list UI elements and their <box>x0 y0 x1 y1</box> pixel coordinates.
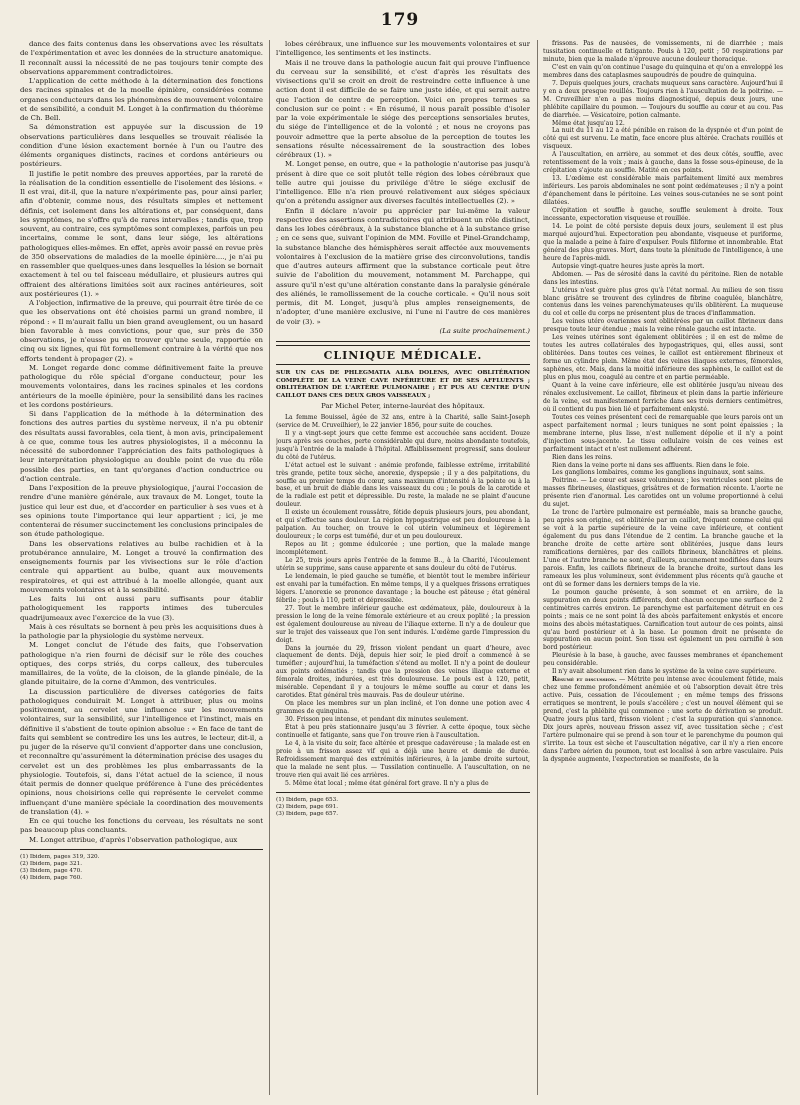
column-divider <box>537 40 538 1095</box>
paragraph: A l'auscultation, en arrière, au sommet et des deux côtés, souffle, avec retentissement de la voix ; mais à gauche, dans la fosse sous-épineuse, de la crépitation s'ajoute au souffle. Matité en ces points. <box>543 151 783 175</box>
paragraph: M. Longet pense, en outre, que « la pathologie n'autorise pas jusqu'à présent à dire que ce soit plutôt telle région des lobes cérébraux que telle autre qui jouisse du privilége d'être le siége exclusif de l'intelligence. Elle n'a rien prouvé relativement aux siéges spéciaux qu'on a prétendu assigner aux diverses facultés intellectuelles (2). » <box>276 160 530 206</box>
column-middle-continued-text <box>276 40 530 327</box>
article-body <box>276 414 530 788</box>
paragraph: Les veines utéro ovariennes sont oblitérées par un caillot fibrineux dans presque toute leur étendue ; mais la veine rénale gauche est intacte. <box>543 318 783 334</box>
paragraph: dance des faits contenus dans les observations avec les résultats de l'expérimentation et avec les données de la structure anatomique. Il reconnaît aussi la nécessité de ne pas toujours tenir compte des observations apparemment contradictoires. <box>20 40 263 76</box>
column-right <box>543 40 783 1095</box>
column-right-body <box>543 40 783 676</box>
paragraph: L'utérus n'est guère plus gros qu'à l'état normal. Au milieu de son tissu blanc grisâtre se trouvent des cylindres de fibrine coagulée, blanchâtre, contenus dans les veines parenchymateuses qu'ils oblitèrent. La muqueuse du col et celle du corps ne présentent plus de traces d'inflammation. <box>543 286 783 318</box>
paragraph: 14. Le point de côté persiste depuis deux jours, seulement il est plus marqué aujourd'hui. Expectoration peu abondante, visqueuse et puriforme, que la malade a peine à faire d'expulser. Pouls filiforme et innombrable. État général des plus graves. Mort, dans toute la plénitude de l'intelligence, à une heure de l'après-midi. <box>543 222 783 262</box>
paragraph: Toutes ces veines présentent ceci de remarquable que leurs parois ont un aspect parfaitement normal ; leurs tuniques ne sont point épaissies ; la membrane interne, plus lisse, n'est nullement dépolie et il n'y a point d'injection sous-jacente. Le tissu cellulaire voisin de ces veines est parfaitement intact et n'est nullement adhérent. <box>543 413 783 453</box>
paragraph: Sa démonstration est appuyée sur la discussion de 19 observations particulières dans lesquelles se trouvait réalisée la condition d'une lésion exactement bornée à l'un ou l'autre des éléments organiques distincts, racines et cordons antérieurs ou postérieurs. <box>20 123 263 169</box>
paragraph: Dans l'exposition de la preuve physiologique, j'aurai l'occasion de rendre d'une manière générale, aux travaux de M. Longet, toute la justice qui leur est due, et d'accorder en particulier à ses vues et à ses opinions toute l'importance qui leur appartient ; ici, je me contenterai de résumer succinctement les conclusions principales de son étude pathologique. <box>20 484 263 539</box>
paragraph: Il justifie le petit nombre des preuves apportées, par la rareté de la réalisation de la condition essentielle de l'isolement des lésions. « Il est vrai, dit-il, que la nature n'expérimente pas, pour ainsi parler, afin d'obtenir, comme nous, des résultats simples et nettement définis, cet isolement dans les altérations et, par conséquent, dans les symptômes, ne s'offre qu'à de rares intervalles ; tandis que, trop souvent, au contraire, ces symptômes sont complexes, parfois un peu incertains, comme le sont, dans leur siége, les altérations pathologiques elles-mêmes. En effet, après avoir passé en revue près de 350 observations de maladies de la moelle épinière...., je n'ai pu en rassembler que quelques-unes dans lesquelles la lésion se bornait exactement à tel ou tel faisceau médullaire, et plusieurs autres qui offraient des altérations limitées soit aux racines antérieures, soit aux postérieures (1). » <box>20 169 263 298</box>
column-divider <box>269 40 270 1095</box>
paragraph: 5. Même état local ; même état général fort grave. Il n'y a plus de <box>285 779 489 787</box>
paragraph: Dans la journée du 29, frisson violent pendant un quart d'heure, avec claquement de dents. Déjà, depuis hier soir, le pied droit a commencé à se tuméfier ; aujourd'hui, la tuméfaction s'étend au mollet. Il n'y a point de douleur aux points œdématiés ; tandis que la pression des veines iliaque externe et fémorale droites, indurées, est très douloureuse. Le pouls est à 120, petit, misérable. Cependant il y a toujours le même souffle au cœur et dans les carotides. État général très mauvais. Pas de douleur utérine. <box>276 644 530 700</box>
paragraph: Les faits lui ont aussi paru suffisants pour établir pathologiquement les rapports intimes des tubercules quadrijumeaux avec l'exercice de la vue (3). <box>20 595 263 622</box>
footnote-rule <box>276 792 530 793</box>
paragraph: Poitrine. — Le cœur est assez volumineux ; les ventricules sont pleins de masses fibrineuses, élastiques, grisâtres et de formation récente. L'aorte ne présente rien d'anormal. Les carotides ont un volume proportionné à celui du sujet. <box>543 477 783 509</box>
paragraph: En ce qui touche les fonctions du cerveau, les résultats ne sont pas beaucoup plus concluants. <box>20 817 263 835</box>
paragraph: Les veines utérines sont également oblitérées ; il en est de même de toutes les autres collatérales des hypogastriques, qui, elles aussi, sont oblitérées. Dans toutes ces veines, le caillot est entièrement fibrineux et forme un cylindre plein. Même état des veines iliaques externes, fémorales, saphènes, etc. Mais, dans la moitié inférieure des saphènes, le caillot est de plus en plus mou, coagulé au centre et en partie perméable. <box>543 334 783 382</box>
column-left-body <box>20 40 263 845</box>
column-middle <box>276 40 530 1095</box>
paragraph: lobes cérébraux, une influence sur les mouvements volontaires et sur l'intelligence, les sentiments et les instincts. <box>276 40 530 58</box>
summary-heading: Résumé et discussion. <box>552 676 617 684</box>
paragraph: C'est en vain qu'on continue l'usage du quinquina et qu'on a enveloppé les membres dans des cataplasmes saupoudrés de poudre de quinquina. <box>543 63 783 79</box>
paragraph: A l'objection, infirmative de la preuve, qui pourrait être tirée de ce que les observations ont été choisies parmi un grand nombre, il répond : « Il m'aurait fallu un bien grand aveuglement, ou un hasard bien favorable à mes convictions, pour que, sur près de 350 observations, je n'eusse pu en trouver qu'une seule, rapportée en cinq ou six lignes, qui fût formellement contraire à la vérité que nos efforts tendent à propager (2). » <box>20 299 263 363</box>
paragraph: 13. L'œdème est considérable mais parfaitement limité aux membres inférieurs. Les parois abdominales ne sont point œdémateuses ; il n'y a point d'épanchement dans le péritoine. Les veines sous-cutanées ne se sont point dilatées. <box>543 175 783 207</box>
paragraph: La nuit du 11 au 12 a été pénible en raison de la dyspnée et d'un point de côté qui est survenu. Le matin, face encore plus altérée. Crachats rouillés et visqueux. <box>543 127 783 151</box>
section-title: CLINIQUE MÉDICALE. <box>323 349 483 362</box>
summary-paragraph <box>543 676 783 763</box>
paragraph: M. Longet regarde donc comme définitivement faite la preuve pathologique du rôle spécial d'organe conducteur, pour les mouvements volontaires, dans les racines spinales et les cordons antérieurs de la moelle épinière, pour la sensibilité dans les racines et les cordons postérieurs. <box>20 363 263 409</box>
summary-text: — Métrite peu intense avec écoulement fétide, mais chez une femme profondément anémiée et où l'absorption devait être très active. Puis, cessation de l'écoulement ; en même temps des frissons erratiques se montrent, le pouls s'accélère ; c'est un nouvel élément qui se prend, c'est la phlébite qui commence : une sorte de dérivation se produit. Quatre jours plus tard, frisson violent ; c'est la suppuration qui s'annonce. Dix jours après, nouveau frisson assez vif, avec tussitation sèche ; c'est l'artère pulmonaire qui se prend à son tour et le parenchyme du poumon qui s'irrite. La toux est sèche et l'auscultation négative, car il n'y a rien encore dans l'arbre aérien du poumon, tout est localisé à son arbre vasculaire. Puis la dyspnée augmente, l'expectoration se manifeste, de la <box>543 676 783 763</box>
to-be-continued-note: (La suite prochainement.) <box>439 326 530 335</box>
paragraph: Enfin il déclare n'avoir pu apprécier par lui-même la valeur respective des assertions contradictoires qui attribuent un rôle distinct, dans les lobes cérébraux, à la substance blanche et à la substance grise ; en ce sens que, suivant l'opinion de MM. Foville et Pinel-Grandchamp, la substance blanche des hémisphères serait affectée aux mouvements volontaires à l'exclusion de la matière grise des circonvolutions, tandis que d'autres auteurs affirment que la substance corticale peut être suivie de l'abolition du mouvement, notamment M. Parchappe, qui assure qu'il n'est qu'une altération constante dans la paralysie générale des aliénés, le ramollissement de la couche corticale. « Qu'il nous soit permis, dit M. Longet, jusqu'à plus amples renseignements, de n'adopter, d'une manière exclusive, ni l'une ni l'autre de ces manières de voir (3). » <box>276 206 530 326</box>
paragraph: M. Longet conclut de l'étude des faits, que l'observation pathologique n'a rien fourni de décisif sur le rôle des couches optiques, des corps striés, du corps calleux, des tubercules mamillaires, de la voûte, de la cloison, de la glande pinéale, de la glande pituitaire, de la corne d'Ammon, des ventricules. <box>20 641 263 687</box>
footnote: (1) Ibidem, page 653. <box>276 796 339 803</box>
paragraph: Si dans l'application de la méthode à la détermination des fonctions des autres parties du système nerveux, il n'a pu obtenir des résultats aussi favorables, cela tient, à mon avis, principalement à ce que, comme tous les autres physiologistes, il a méconnu la nécessité de subordonner l'appréciation des faits pathologiques à leur interprétation physiologique au double point de vue du rôle possible des parties, en tant qu'organes d'action conductrice ou d'action centrale. <box>20 410 263 483</box>
paragraph: Le poumon gauche présente, à son sommet et en arrière, de la suppuration en deux points différents, dont chacun occupe une surface de 2 centimètres carrés environ. Le parenchyme est parfaitement détruit en ces points ; mais ce ne sont point là des abcès parfaitement enkystés et encore moins des abcès métastatiques. Carnification tout autour de ces points, ainsi qu'au bord postérieur et à la base. Le poumon droit ne présente de suppuration en aucun point. Son tissu est également un peu carnifié à son bord postérieur. <box>543 588 783 652</box>
paragraph: Rien dans les reins. <box>552 453 613 461</box>
paragraph: 27. Tout le membre inférieur gauche est œdémateux, pâle, douloureux à la pression le long de la veine fémorale extérieure et au creux poplité ; la pression est également douloureuse au niveau de l'iliaque externe. Il n'y a de douleur que sur le trajet des vaisseaux que l'on sent indurés. L'œdème garde l'impression du doigt. <box>276 604 530 644</box>
paragraph: 7. Depuis quelques jours, crachats muqueux sans caractère. Aujourd'hui il y en a deux presque rouillés. Toujours rien à l'auscultation de la poitrine. — M. Cruveilhier n'en a pas moins diagnostiqué, depuis deux jours, une phlébite capillaire du poumon. — Toujours du souffle au cœur et au cou. Pas de diarrhée. — Vésicatoire, potion calmante. <box>543 79 783 119</box>
footnote: (2) Ibidem, page 691. <box>276 803 339 810</box>
paragraph: On place les membres sur un plan incliné, et l'on donne une potion avec 4 grammes de quinquina. <box>276 700 530 716</box>
paragraph: L'état actuel est le suivant : anémie profonde, faiblesse extrême, irritabilité très grande, petite toux sèche, anorexie, dyspepsie ; il y a des palpitations, du souffle au premier temps du cœur, sans maximum d'intensité à la pointe ou à la base, et un bruit de diable dans les vaisseaux du cou ; le pouls de la carotide et de la radiale est petit et dépressible. Du reste, la malade ne se plaint d'aucune douleur. <box>276 461 530 509</box>
title-rule <box>276 364 530 365</box>
paragraph: Il existe un écoulement roussâtre, fétide depuis plusieurs jours, peu abondant, et qui s'effectue sans douleur. La région hypogastrique est peu douloureuse à la palpation. Au toucher, on trouve le col utérin volumineux et légèrement douloureux ; le corps est tuméfié, dur et un peu douloureux. <box>276 509 530 541</box>
paragraph: Le tronc de l'artère pulmonaire est perméable, mais sa branche gauche, peu après son origine, est oblitérée par un caillot, fréquent comme celui qui se voit à la partie supérieure de la veine cave inférieure, et contient également du pus dans l'étendue de 2 centim. La branche gauche et la branche droite de cette artère sont oblitérées, jusque dans leurs ramifications dernières, par des caillots fibrineux, blanchâtres et pleins. L'une et l'autre branche ne sont, d'ailleurs, aucunement modifiées dans leurs parois. Enfin, les caillots fibrineux de la branche droite, surtout dans les rameaux les plus volumineux, sont évidemment plus récents qu'à gauche et ont dû se former dans les derniers temps de la vie. <box>543 509 783 588</box>
footnote: (2) Ibidem, page 321. <box>20 860 83 867</box>
section-rule <box>276 341 530 346</box>
paragraph: La femme Bouissel, âgée de 32 ans, entre à la Charité, salle Saint-Joseph (service de M. Cruveilhier), le 22 janvier 1856, pour suite de couches. <box>276 413 530 429</box>
paragraph: Même état jusqu'au 12. <box>552 119 625 127</box>
paragraph: Le 25, trois jours après l'entrée de la femme B.., à la Charité, l'écoulement utérin se supprime, sans cause apparente et sans douleur du côté de l'utérus. <box>276 557 530 572</box>
page-number: 179 <box>380 10 420 30</box>
column-middle-footnotes <box>276 797 530 819</box>
paragraph: Pleurésie à la base, à gauche, avec fausses membranes et épanchement peu considérable. <box>543 652 783 668</box>
footnote-rule <box>20 849 263 850</box>
paragraph: Mais à ces résultats se bornent à peu près les acquisitions dues à la pathologie par la physiologie du système nerveux. <box>20 622 263 640</box>
footnote: (3) Ibidem, page 470. <box>20 868 83 875</box>
paragraph: Dans les observations relatives au bulbe rachidien et à la protubérance annulaire, M. Longet a trouvé la confirmation des enseignements fournis par les vivisections sur le rôle d'action centrale qui appartient au bulbe, quant aux mouvements respiratoires, et qui est attribué à la moelle allongée, quant aux mouvements volontaires et à la sensibilité. <box>20 539 263 594</box>
paragraph: frissons. Pas de nausées, de vomissements, ni de diarrhée ; mais tussitation continuelle et fatigante. Pouls à 120, petit ; 50 respirations par minute, bien que la malade n'éprouve aucune douleur thoracique. <box>543 40 783 63</box>
paragraph: Il y a vingt-sept jours que cette femme est accouchée sans accident. Douze jours après ses couches, perte considérable qui dure, moins abondante toutefois, jusqu'à l'entrée de la malade à l'hôpital. Affaiblissement progressif, sans douleur du côté de l'utérus. <box>276 429 530 461</box>
column-left-footnotes <box>20 854 263 883</box>
column-left <box>20 40 263 1095</box>
paragraph: L'application de cette méthode à la détermination des fonctions des racines spinales et de la moelle épinière, considérées comme organes conducteurs dans les phénomènes de mouvement volontaire et de sensibilité, a conduit M. Longet à la confirmation du théorème de Ch. Bell. <box>20 77 263 122</box>
paragraph: État à peu près stationnaire jusqu'au 3 février. A cette époque, toux sèche continuelle et fatigante, sans que l'on trouve rien à l'auscultation. <box>276 724 530 739</box>
paragraph: Quant à la veine cave inférieure, elle est oblitérée jusqu'au niveau des rénales exclusivement. Le caillot, fibrineux et plein dans la partie inférieure de la veine, est manifestement ferriche dans ses trois derniers centimètres, où il contient du pus bien lié et parfaitement enkysté. <box>543 381 783 413</box>
paragraph: M. Longet attribue, d'après l'observation pathologique, aux <box>29 835 238 844</box>
paragraph: 30. Frisson peu intense, et pendant dix minutes seulement. <box>285 716 469 724</box>
paragraph: Rien dans la veine porte ni dans ses affluents. Rien dans le foie. <box>552 461 750 469</box>
article-byline: Par Michel Peter, interne-lauréat des hôpitaux. <box>321 401 485 410</box>
paragraph: Mais il ne trouve dans la pathologie aucun fait qui prouve l'influence du cerveau sur la sensibilité, et c'est d'après les résultats des vivisections qu'il se croit en droit de restreindre cette influence à une action dont il est difficile de se faire une juste idée, et qui serait autre que l'action de centre de perception. Voici en propres termes sa conclusion sur ce point : « En résumé, il nous paraît possible d'isoler par la voie expérimentale le siége des perceptions sensoriales brutes, du siége de l'intelligence et de la volonté ; et nous ne croyons pas pouvoir admettre que la perte absolue de la perception de toutes les sensations résulte nécessairement de la soustraction des lobes cérébraux (1). » <box>276 58 530 159</box>
paragraph: Repos au lit ; gomme édulcorée ; une portion, que la malade mange incomplétement. <box>276 541 530 557</box>
article-title: SUR UN CAS DE PHLEGMATIA ALBA DOLENS, AVEC OBLITÉRATION COMPLÈTE DE LA VEINE CAVE INFÉRIEURE ET DE SES AFFLUENTS ; OBLITÉRATION DE L'ARTÈRE PULMONAIRE ; ET PUS AU CENTRE D'UN CAILLOT DANS CES DEUX GROS VAISSEAUX ; <box>276 369 530 400</box>
footnote: (3) Ibidem, page 657. <box>276 811 339 818</box>
paragraph: Les ganglions lombaires, comme les ganglions inguinaux, sont sains. <box>552 469 765 477</box>
paragraph: Le lendemain, le pied gauche se tuméfie, et bientôt tout le membre inférieur est envahi par la tuméfaction. En même temps, il y a quelques frissons erratiques légers. L'anorexie se prononce davantage ; la bouche est pâteuse ; état général fébrile ; pouls à 110, petit et dépressible. <box>276 572 530 604</box>
paragraph: Abdomen. — Pas de sérosité dans la cavité du péritoine. Rien de notable dans les intestins. <box>543 270 783 286</box>
paragraph: La discussion particulière de diverses catégories de faits pathologiques conduirait M. Longet à attribuer, plus ou moins positivement, au cervelet une influence sur les mouvements volontaires, sur la sensibilité, sur l'intelligence et l'instinct, mais en définitive il s'abstient de toute opinion absolue : « En face de tant de faits qui semblent se contredire les uns les autres, le lecteur, dit-il, a pu juger de la réserve qu'il convient d'apporter dans une conclusion, et reconnaître qu'assurément la détermination précise des usages du cervelet est un des problèmes les plus embarrassants de la physiologie. Toutefois, si, dans l'état actuel de la science, il nous était permis de donner quelque préférence à l'une des précédentes opinions, nous choisirions celle qui représente le cervelet comme influençant d'une manière spéciale la coordination des mouvements de translation (4). » <box>20 687 263 816</box>
paragraph: Crépitation et souffle à gauche, souffle seulement à droite. Toux incessante, expectoration visqueuse et rouillée. <box>543 207 783 222</box>
paragraph: Autopsie vingt-quatre heures juste après la mort. <box>552 262 705 270</box>
footnote: (4) Ibidem, page 760. <box>20 875 83 882</box>
paragraph: Le 4, à la visite du soir, face altérée et presque cadavéreuse ; la malade est en proie à un frisson assez vif qui a déjà une heure et demie de durée. Refroidissement marqué des extrémités inférieures, à la jambe droite surtout, que la malade ne sent plus. — Tussilation continuelle. A l'auscultation, on ne trouve rien qui avait lié ces arrières. <box>276 739 530 779</box>
paragraph: Il n'y avait absolument rien dans le système de la veine cave supérieure. <box>552 668 777 676</box>
footnote: (1) Ibidem, pages 319, 320. <box>20 853 100 860</box>
